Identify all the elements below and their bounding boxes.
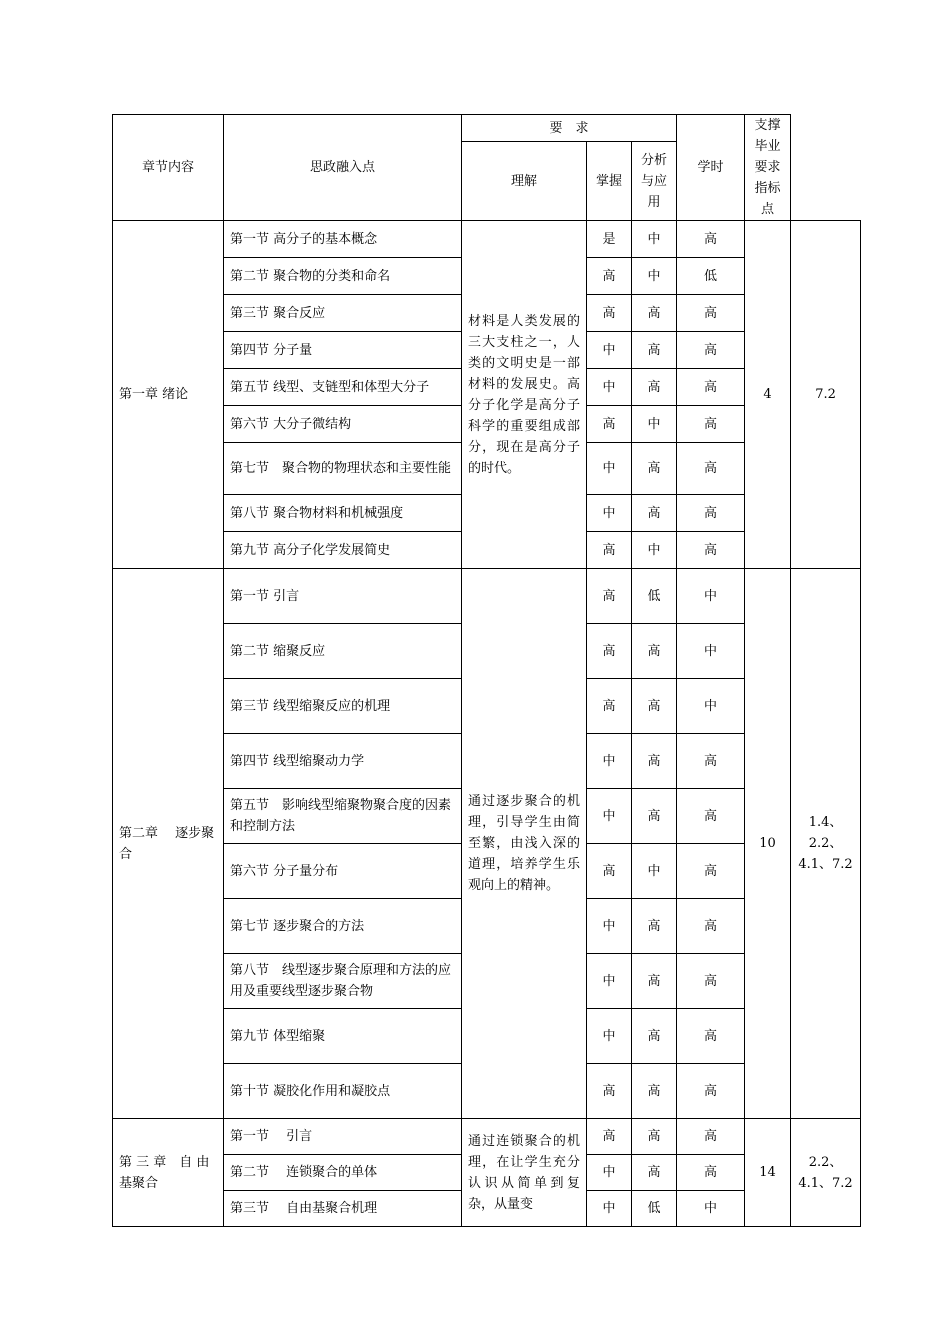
level-master: 中 [632, 844, 677, 899]
level-analyze: 高 [677, 1119, 745, 1155]
support-points: 7.2 [791, 221, 861, 569]
level-analyze: 中 [677, 679, 745, 734]
chapter-hours: 4 [745, 221, 791, 569]
section-name: 第五节 影响线型缩聚物聚合度的因素和控制方法 [224, 789, 462, 844]
header-master: 掌握 [587, 142, 632, 221]
section-name: 第九节 高分子化学发展简史 [224, 532, 462, 569]
header-chapter-content: 章节内容 [113, 115, 224, 221]
chapter-title: 第 三 章 自 由 基聚合 [113, 1119, 224, 1227]
section-name: 第九节 体型缩聚 [224, 1009, 462, 1064]
level-analyze: 高 [677, 954, 745, 1009]
level-understand: 高 [587, 258, 632, 295]
section-name: 第六节 大分子微结构 [224, 406, 462, 443]
header-support: 支撑毕业要求指标点 [745, 115, 791, 221]
level-analyze: 中 [677, 624, 745, 679]
section-name: 第三节 聚合反应 [224, 295, 462, 332]
level-analyze: 高 [677, 443, 745, 495]
level-master: 高 [632, 954, 677, 1009]
level-understand: 高 [587, 624, 632, 679]
level-understand: 高 [587, 679, 632, 734]
table-row [113, 221, 861, 258]
level-analyze: 低 [677, 258, 745, 295]
level-master: 高 [632, 624, 677, 679]
level-understand: 中 [587, 495, 632, 532]
ideological-point: 通过连锁聚合的机理，在让学生充分认识从简单到复杂，从量变 [462, 1119, 587, 1227]
support-points: 1.4、2.2、4.1、7.2 [791, 569, 861, 1119]
level-master: 高 [632, 1009, 677, 1064]
syllabus-table [112, 114, 861, 1227]
level-analyze: 高 [677, 1009, 745, 1064]
section-name: 第二节 聚合物的分类和命名 [224, 258, 462, 295]
level-analyze: 高 [677, 1064, 745, 1119]
level-understand: 中 [587, 332, 632, 369]
level-analyze: 高 [677, 1155, 745, 1191]
level-master: 高 [632, 295, 677, 332]
header-analyze: 分析与应用 [632, 142, 677, 221]
level-master: 高 [632, 1064, 677, 1119]
section-name: 第七节 聚合物的物理状态和主要性能 [224, 443, 462, 495]
level-analyze: 高 [677, 899, 745, 954]
table-row [113, 1119, 861, 1155]
level-understand: 高 [587, 295, 632, 332]
section-name: 第五节 线型、支链型和体型大分子 [224, 369, 462, 406]
chapter-hours: 14 [745, 1119, 791, 1227]
level-master: 高 [632, 369, 677, 406]
section-name: 第六节 分子量分布 [224, 844, 462, 899]
section-name: 第一节 引言 [224, 569, 462, 624]
level-analyze: 高 [677, 532, 745, 569]
chapter-hours: 10 [745, 569, 791, 1119]
chapter-title: 第二章 逐步聚合 [113, 569, 224, 1119]
level-master: 中 [632, 406, 677, 443]
ideological-point: 材料是人类发展的三大支柱之一，人类的文明史是一部材料的发展史。高分子化学是高分子科学的重要组成部分，现在是高分子的时代。 [462, 221, 587, 569]
level-understand: 高 [587, 844, 632, 899]
level-master: 高 [632, 443, 677, 495]
section-name: 第一节 引言 [224, 1119, 462, 1155]
level-understand: 中 [587, 954, 632, 1009]
support-points: 2.2、4.1、7.2 [791, 1119, 861, 1227]
header-ideological: 思政融入点 [224, 115, 462, 221]
level-analyze: 高 [677, 495, 745, 532]
level-master: 低 [632, 569, 677, 624]
level-master: 高 [632, 899, 677, 954]
level-master: 低 [632, 1191, 677, 1227]
chapter-title: 第一章 绪论 [113, 221, 224, 569]
ideological-point: 通过逐步聚合的机理，引导学生由简至繁，由浅入深的道理，培养学生乐观向上的精神。 [462, 569, 587, 1119]
level-master: 高 [632, 332, 677, 369]
level-analyze: 高 [677, 734, 745, 789]
section-name: 第一节 高分子的基本概念 [224, 221, 462, 258]
level-master: 高 [632, 1119, 677, 1155]
header-understand: 理解 [462, 142, 587, 221]
level-understand: 中 [587, 1191, 632, 1227]
section-name: 第二节 缩聚反应 [224, 624, 462, 679]
level-analyze: 高 [677, 221, 745, 258]
section-name: 第八节 聚合物材料和机械强度 [224, 495, 462, 532]
section-name: 第七节 逐步聚合的方法 [224, 899, 462, 954]
level-master: 中 [632, 221, 677, 258]
level-understand: 高 [587, 406, 632, 443]
section-name: 第十节 凝胶化作用和凝胶点 [224, 1064, 462, 1119]
level-analyze: 高 [677, 844, 745, 899]
header-hours: 学时 [677, 115, 745, 221]
section-name: 第八节 线型逐步聚合原理和方法的应用及重要线型逐步聚合物 [224, 954, 462, 1009]
level-analyze: 中 [677, 569, 745, 624]
section-name: 第四节 分子量 [224, 332, 462, 369]
level-understand: 高 [587, 532, 632, 569]
section-name: 第三节 自由基聚合机理 [224, 1191, 462, 1227]
level-master: 中 [632, 258, 677, 295]
level-analyze: 高 [677, 295, 745, 332]
level-understand: 中 [587, 899, 632, 954]
level-understand: 中 [587, 1155, 632, 1191]
level-master: 高 [632, 679, 677, 734]
level-understand: 中 [587, 734, 632, 789]
level-understand: 高 [587, 569, 632, 624]
header-row-1 [113, 115, 861, 142]
level-master: 高 [632, 734, 677, 789]
level-understand: 中 [587, 443, 632, 495]
section-name: 第二节 连锁聚合的单体 [224, 1155, 462, 1191]
section-name: 第四节 线型缩聚动力学 [224, 734, 462, 789]
level-analyze: 高 [677, 332, 745, 369]
level-understand: 高 [587, 1064, 632, 1119]
header-requirements: 要 求 [462, 115, 677, 142]
table-row [113, 569, 861, 624]
level-analyze: 中 [677, 1191, 745, 1227]
level-analyze: 高 [677, 369, 745, 406]
level-master: 高 [632, 789, 677, 844]
level-analyze: 高 [677, 406, 745, 443]
section-name: 第三节 线型缩聚反应的机理 [224, 679, 462, 734]
level-analyze: 高 [677, 789, 745, 844]
level-understand: 中 [587, 1009, 632, 1064]
level-understand: 中 [587, 789, 632, 844]
level-understand: 中 [587, 369, 632, 406]
level-master: 高 [632, 1155, 677, 1191]
level-master: 中 [632, 532, 677, 569]
level-understand: 是 [587, 221, 632, 258]
level-master: 高 [632, 495, 677, 532]
level-understand: 高 [587, 1119, 632, 1155]
